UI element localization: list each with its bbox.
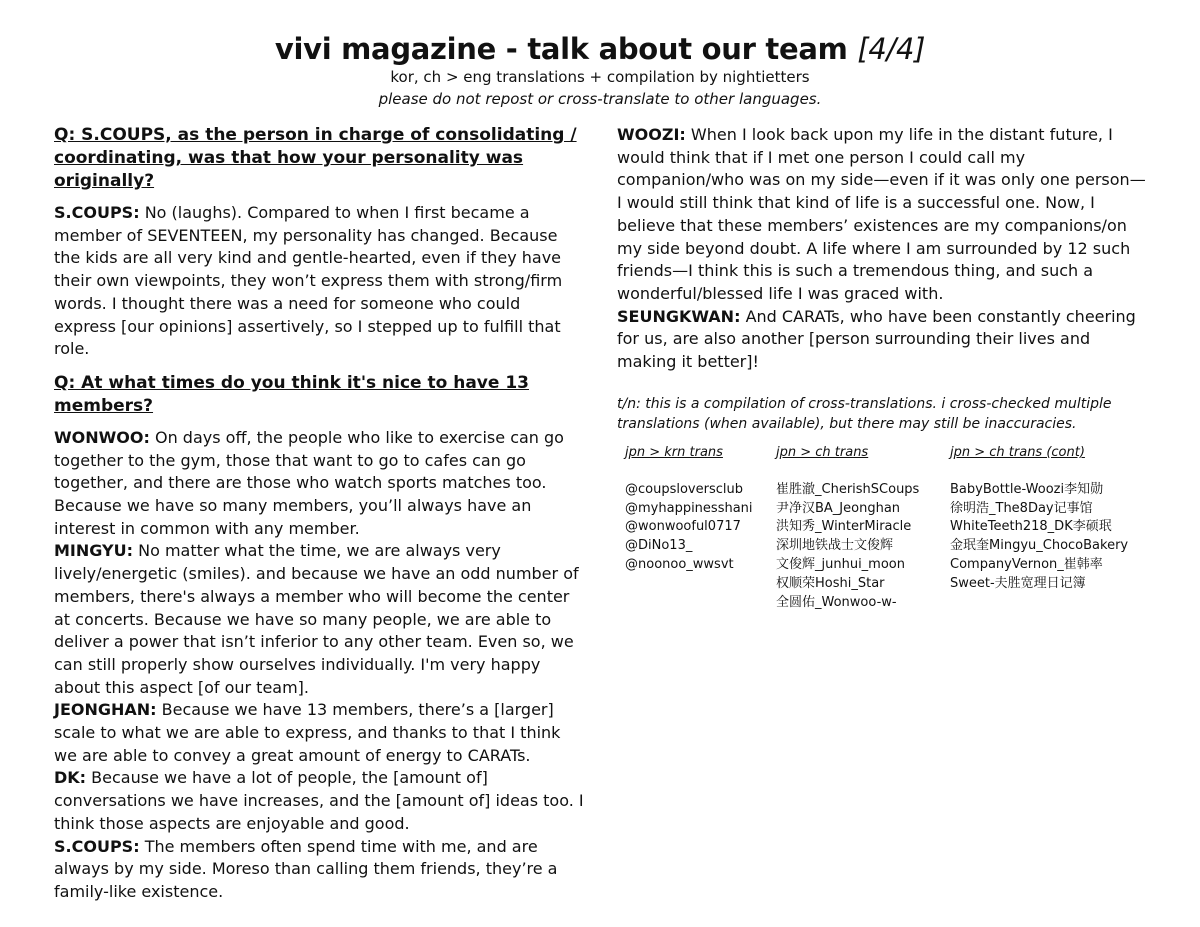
repost-notice: please do not repost or cross-translate to other languages. bbox=[378, 90, 822, 108]
credits-column-jpn-krn bbox=[625, 444, 765, 575]
speaker-name: SEUNGKWAN: bbox=[617, 306, 741, 326]
answer-text: The members often spend time with me, and are always by my side. Moreso than calling them friends, they’re a family-like existence. bbox=[54, 836, 558, 901]
credit-item: @noonoo_wwsvt bbox=[625, 556, 734, 572]
credit-item: @coupsloversclub bbox=[625, 481, 743, 497]
credits-header: jpn > krn trans bbox=[625, 445, 723, 460]
title-text: vivi magazine - talk about our team bbox=[274, 32, 848, 66]
speaker-name: WONWOO: bbox=[54, 427, 150, 447]
speaker-name: WOOZI: bbox=[617, 125, 686, 144]
left-column bbox=[54, 124, 586, 904]
credits-column-jpn-ch-cont bbox=[950, 444, 1150, 594]
answer-paragraph bbox=[54, 202, 586, 361]
credit-item: 全圆佑_Wonwoo-w- bbox=[776, 594, 897, 610]
page-header bbox=[0, 30, 1200, 110]
question-2: Q: At what times do you think it's nice to have 13 members? bbox=[54, 372, 529, 416]
credit-item: 徐明浩_The8Day记事馆 bbox=[950, 500, 1093, 516]
speaker-name: JEONGHAN: bbox=[54, 700, 157, 720]
answer-text: And CARATs, who have been constantly cheering for us, are also another [person surrounding their lives and making it better]! bbox=[617, 306, 1136, 372]
credits-column-jpn-ch bbox=[776, 444, 941, 612]
credit-item: 洪知秀_WinterMiracle bbox=[776, 519, 912, 535]
answer-paragraph bbox=[54, 767, 586, 835]
credit-item: Sweet-夫胜宽理日记簿 bbox=[950, 575, 1086, 591]
credit-item: 金珉奎Mingyu_ChocoBakery bbox=[950, 538, 1129, 554]
speaker-name: S.COUPS: bbox=[54, 836, 140, 856]
answer-text: Because we have a lot of people, the [amount of] conversations we have increases, and the [amount of] ideas too. I think those aspects are enjoyable and good. bbox=[54, 768, 584, 833]
answer-paragraph bbox=[54, 836, 586, 904]
answer-paragraph bbox=[54, 540, 586, 699]
answer-paragraph bbox=[617, 124, 1150, 306]
answer-paragraph bbox=[54, 427, 586, 541]
subtitle: kor, ch > eng translations + compilation by nightietters bbox=[390, 68, 810, 86]
page-title bbox=[0, 30, 1200, 68]
credit-item: @DiNo13_ bbox=[625, 538, 693, 554]
credits-header: jpn > ch trans (cont) bbox=[950, 445, 1085, 460]
credit-item: @myhappinesshani bbox=[625, 500, 753, 516]
credit-item: BabyBottle-Woozi李知勋 bbox=[950, 481, 1104, 497]
credit-item: 深圳地铁战士文俊辉 bbox=[776, 538, 894, 554]
answer-text: On days off, the people who like to exercise can go together to the gym, those that want to go to cafes can go together, and there are those who watch sports matches too. Because we have so many members, you’ll always have an interest in common with any member. bbox=[54, 427, 564, 538]
answer-text: No matter what the time, we are always very lively/energetic (smiles). and because we have an odd number of members, there's always a member who will become the center at concerts. Because we have so many people, we are able to deliver a power that isn’t inferior to any other team. Even so, we can still properly show ourselves individually. I'm very happy about this aspect [of our team]. bbox=[54, 541, 579, 697]
speaker-name: MINGYU: bbox=[54, 541, 134, 561]
answer-paragraph bbox=[54, 699, 586, 767]
credit-item: 权顺荣Hoshi_Star bbox=[776, 575, 885, 591]
answer-text: No (laughs). Compared to when I first became a member of SEVENTEEN, my personality has changed. Because the kids are all very kind and gentle-hearted, even if they have their own viewpoints, they won’t express them with strong/firm words. I thought there was a need for someone who could express [our opinions] assertively, so I stepped up to fulfill that role. bbox=[54, 203, 563, 359]
credit-item: 崔胜澈_CherishSCoups bbox=[776, 481, 920, 497]
question-1: Q: S.COUPS, as the person in charge of consolidating / coordinating, was that how your personality was originally? bbox=[54, 125, 577, 191]
credit-item: 文俊辉_junhui_moon bbox=[776, 556, 905, 572]
translator-note: t/n: this is a compilation of cross-translations. i cross-checked multiple translations (when available), but there may still be inaccuracies. bbox=[617, 396, 1112, 432]
answer-text: When I look back upon my life in the distant future, I would think that if I met one person I could call my companion/who was on my side—even if it was only one person—I would still think that kind of life is a successful one. Now, I believe that these members’ existences are my companions/on my side beyond doubt. A life where I am surrounded by 12 such friends—I think this is such a tremendous thing, and such a wonderful/blessed life I was graced with. bbox=[617, 125, 1146, 303]
right-column bbox=[617, 124, 1150, 374]
answer-paragraph bbox=[617, 306, 1150, 374]
part-indicator: [4/4] bbox=[857, 32, 926, 66]
speaker-name: DK: bbox=[54, 768, 87, 788]
credit-item: 尹净汉BA_Jeonghan bbox=[776, 500, 901, 516]
credits-header: jpn > ch trans bbox=[776, 445, 869, 460]
answer-text: Because we have 13 members, there’s a [larger] scale to what we are able to express, and thanks to that I think we are able to convey a great amount of energy to CARATs. bbox=[54, 700, 561, 765]
credit-item: WhiteTeeth218_DK李硕珉 bbox=[950, 519, 1112, 535]
speaker-name: S.COUPS: bbox=[54, 203, 140, 222]
credit-item: @wonwooful0717 bbox=[625, 519, 741, 535]
credit-item: CompanyVernon_崔韩率 bbox=[950, 556, 1103, 572]
